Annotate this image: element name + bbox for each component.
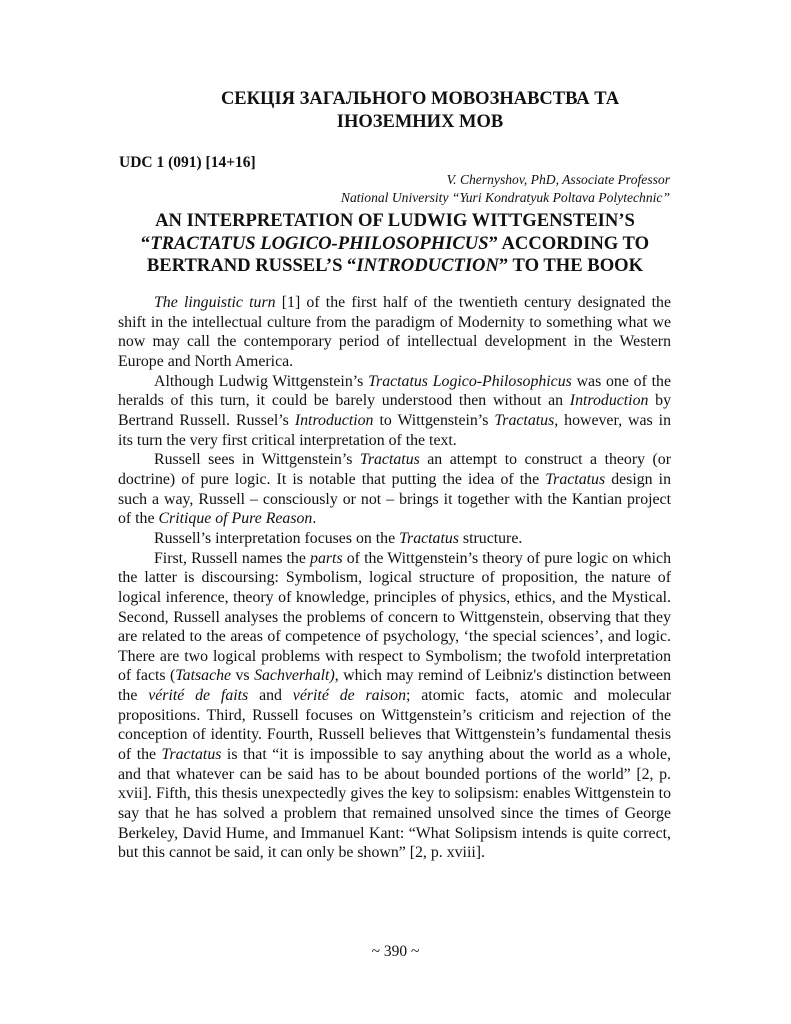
title-line1: AN INTERPRETATION OF LUDWIG WITTGENSTEIN’S [155,210,635,231]
title-introduction: INTRODUCTION [356,255,499,277]
page-number: ~ 390 ~ [371,943,420,960]
p5-run-7: , which may remind of Leibniz's distinction between the [118,667,672,705]
p2-run-8: Tractatus [494,411,555,429]
p2-run-3: was one of the heralds of this turn, it could be barely understood then without an [118,372,671,410]
p2-run-7: to Wittgenstein’s [373,411,495,429]
p5-run-5: vs [231,667,255,685]
title-line3-post: ” TO THE BOOK [498,255,644,277]
p2-run-5: by Bertrand Russell. Russel’s [118,392,672,429]
section-heading-line1: СЕКЦІЯ ЗАГАЛЬНОГО МОВОЗНАВСТВА ТА [220,89,620,109]
p3-run-3: an attempt to construct a theory (or doctrine) of pure logic. It is notable that putting the idea of the [118,451,671,488]
article-body [118,293,671,863]
p1-run-1: The linguistic turn [154,294,276,311]
p2-run-4: Introduction [569,392,649,410]
p3-run-2: Tractatus [359,451,420,469]
p5-run-10: vérité de raison [292,687,407,705]
p5-run-1: First, Russell names the [154,549,311,567]
title-line2 [105,233,685,256]
p2-run-1: Although Ludwig Wittgenstein’s [154,372,369,390]
author-affiliation: National University “Yuri Kondratyuk Poltava Polytechnic” [340,189,670,205]
udc-code: UDC 1 (091) [14+16] [119,154,256,171]
p5-run-4: Tatsache [175,667,232,685]
p4-run-1: Russell’s interpretation focuses on the [154,529,400,547]
paragraph-3 [118,450,671,529]
paragraph-4 [118,529,671,549]
paragraph-5 [118,549,671,864]
p4-run-3: structure. [458,529,523,547]
p2-run-6: Introduction [294,411,374,429]
p5-run-11: ; atomic facts, atomic and molecular propositions. Third, Russell focuses on Wittgenstein’s criticism and rejection of the conception of identity. Fourth, Russell believes that Wittgenstein’s fundamental thesis of the [118,687,671,764]
p3-run-5: design in such a way, Russell – consciously or not – brings it together with the Kantian project of the [118,470,671,528]
p5-run-6: Sachverhalt) [254,667,335,685]
p5-run-8: vérité de faits [148,687,249,705]
p2-run-9: , however, was in its turn the very first critical interpretation of the text. [118,411,671,449]
p3-run-1: Russell sees in Wittgenstein’s [154,451,360,469]
section-heading-line2: ІНОЗЕМНИХ МОВ [336,112,504,132]
paragraph-2 [118,372,671,451]
paragraph-1 [118,293,671,372]
title-line3 [105,255,685,278]
p5-run-13: is that “it is impossible to say anything about the world as a whole, and that whatever can be said has to be about bounded portions of the world” [2, p. xvii]. Fifth, this thesis unexpectedly gives the key to solipsism: enables Wittgenstein to say that he has solved a problem that remained unsolved since the times of George Berkeley, David Hume, and Immanuel Kant: “What Solipsism intends is quite correct, but this cannot be said, it can only be shown” [2, p. xviii]. [118,746,671,862]
p5-run-2: parts [310,549,343,567]
p5-run-12: Tractatus [161,746,222,764]
title-book-title: TRACTATUS LOGICO-PHILOSOPHICUS [150,232,489,254]
p3-run-7: . [312,510,317,528]
p3-run-6: Critique of Pure Reason [158,510,313,528]
p1-run-2: [1] of the first half of the twentieth century designated the shift in the intellectual culture from the paradigm of Modernity to something what we now may call the contemporary period of intellectual development in the Western Europe and North America. [118,294,671,370]
p5-run-9: and [248,687,293,705]
author-name: V. Chernyshov, PhD, Associate Professor [446,172,670,187]
article-title [105,210,685,278]
p3-run-4: Tractatus [545,470,606,488]
title-line3-pre: BERTRAND RUSSEL’S “ [146,255,357,277]
p5-run-3: of the Wittgenstein’s theory of pure logic on which the latter is discoursing: Symbolism, logical structure of proposition, the nature of logical inference, theory of knowledge, principles of physics, ethics, and the Mystical. Second, Russell analyses the problems of concern to Wittgenstein, observing that they are related to the areas of competence of psychology, ‘the special sciences’, and logic. There are two logical problems with respect to Symbolism; the twofold interpretation of facts ( [118,549,671,685]
p2-run-2: Tractatus Logico-Philosophicus [368,372,572,390]
section-heading [120,88,720,134]
p4-run-2: Tractatus [399,529,459,547]
title-line2-rest: ” ACCORDING TO [488,232,650,254]
author-block [341,171,670,206]
title-quote-open: “ [140,232,151,254]
